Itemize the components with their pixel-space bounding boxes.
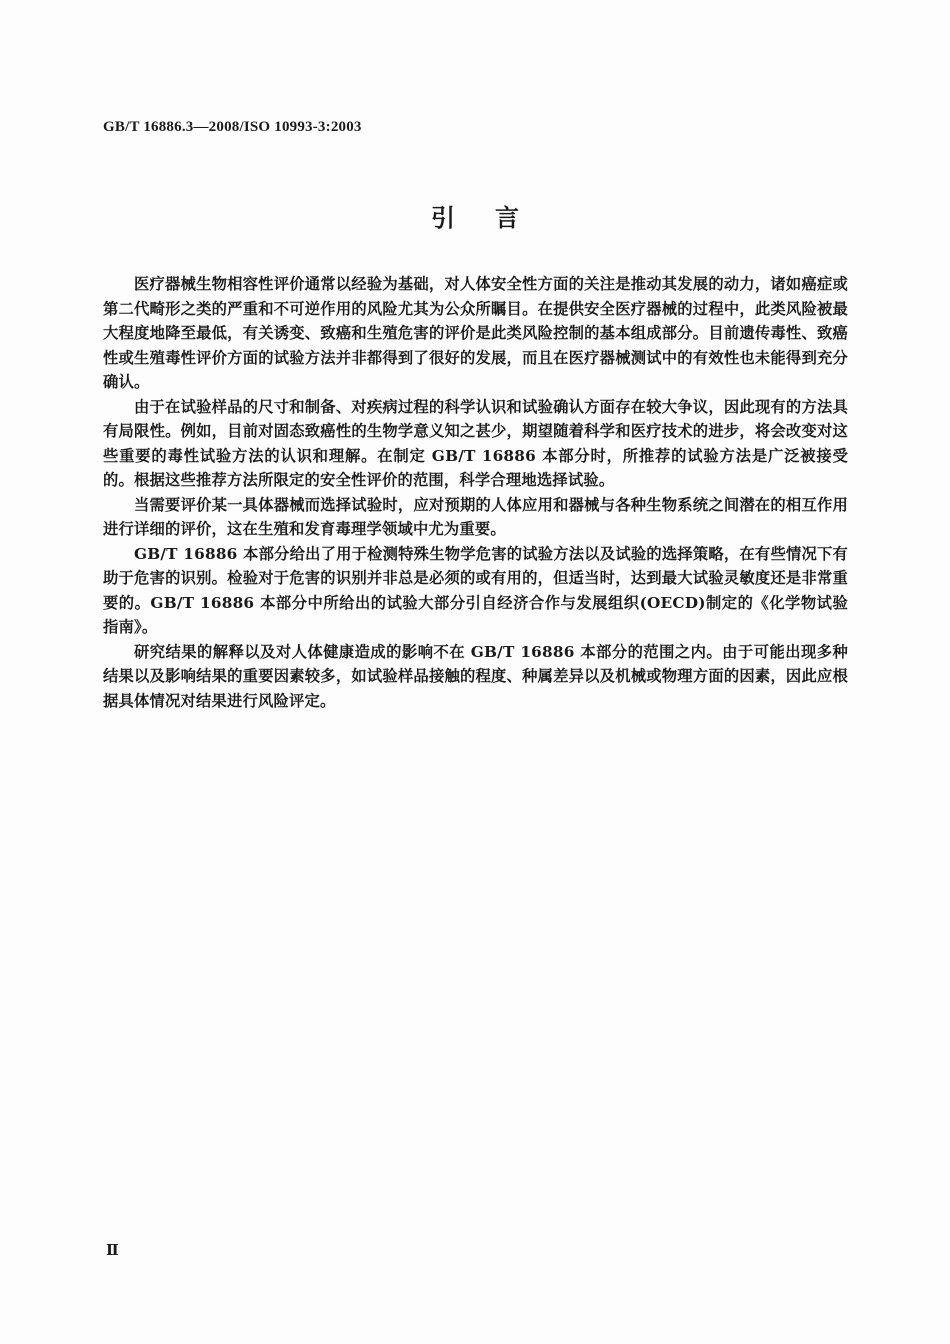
paragraph-2: 由于在试验样品的尺寸和制备、对疾病过程的科学认识和试验确认方面存在较大争议，因此现有的方法具有局限性。例如，目前对固态致癌性的生物学意义知之甚少，期望随着科学和医疗技术的进步，将会改变对这些重要的毒性试验方法的认识和理解。在制定 GB/T 16886 本部分时，所推荐的试验方法是广泛被接受的。根据这些推荐方法所限定的安全性评价的范围，科学合理地选择试验。: [103, 397, 848, 489]
paragraph-1: 医疗器械生物相容性评价通常以经验为基础，对人体安全性方面的关注是推动其发展的动力，诸如癌症或第二代畸形之类的严重和不可逆作用的风险尤其为公众所瞩目。在提供安全医疗器械的过程中，此类风险被最大程度地降至最低，有关诱变、致癌和生殖危害的评价是此类风险控制的基本组成部分。目前遗传毒性、致癌性或生殖毒性评价方面的试验方法并非都得到了很好的发展，而且在医疗器械测试中的有效性也未能得到充分确认。: [103, 275, 848, 391]
page-title: 引言: [431, 204, 559, 232]
paragraph-3: 当需要评价某一具体器械而选择试验时，应对预期的人体应用和器械与各种生物系统之间潜在的相互作用进行详细的评价，这在生殖和发育毒理学领域中尤为重要。: [103, 495, 848, 538]
introduction-body: [103, 272, 848, 713]
paragraph-4: GB/T 16886 本部分给出了用于检测特殊生物学危害的试验方法以及试验的选择策略，在有些情况下有助于危害的识别。检验对于危害的识别并非总是必须的或有用的，但适当时，达到最大试验灵敏度还是非常重要的。GB/T 16886 本部分中所给出的试验大部分引自经济合作与发展组织(OECD)制定的《化学物试验指南》。: [103, 544, 848, 636]
standard-number-header: GB/T 16886.3—2008/ISO 10993-3:2003: [103, 119, 362, 135]
paragraph-5: 研究结果的解释以及对人体健康造成的影响不在 GB/T 16886 本部分的范围之内。由于可能出现多种结果以及影响结果的重要因素较多，如试验样品接触的程度、种属差异以及机械或物理方面的因素，因此应根据具体情况对结果进行风险评定。: [103, 642, 848, 710]
page-number: Ⅱ: [106, 1243, 119, 1259]
